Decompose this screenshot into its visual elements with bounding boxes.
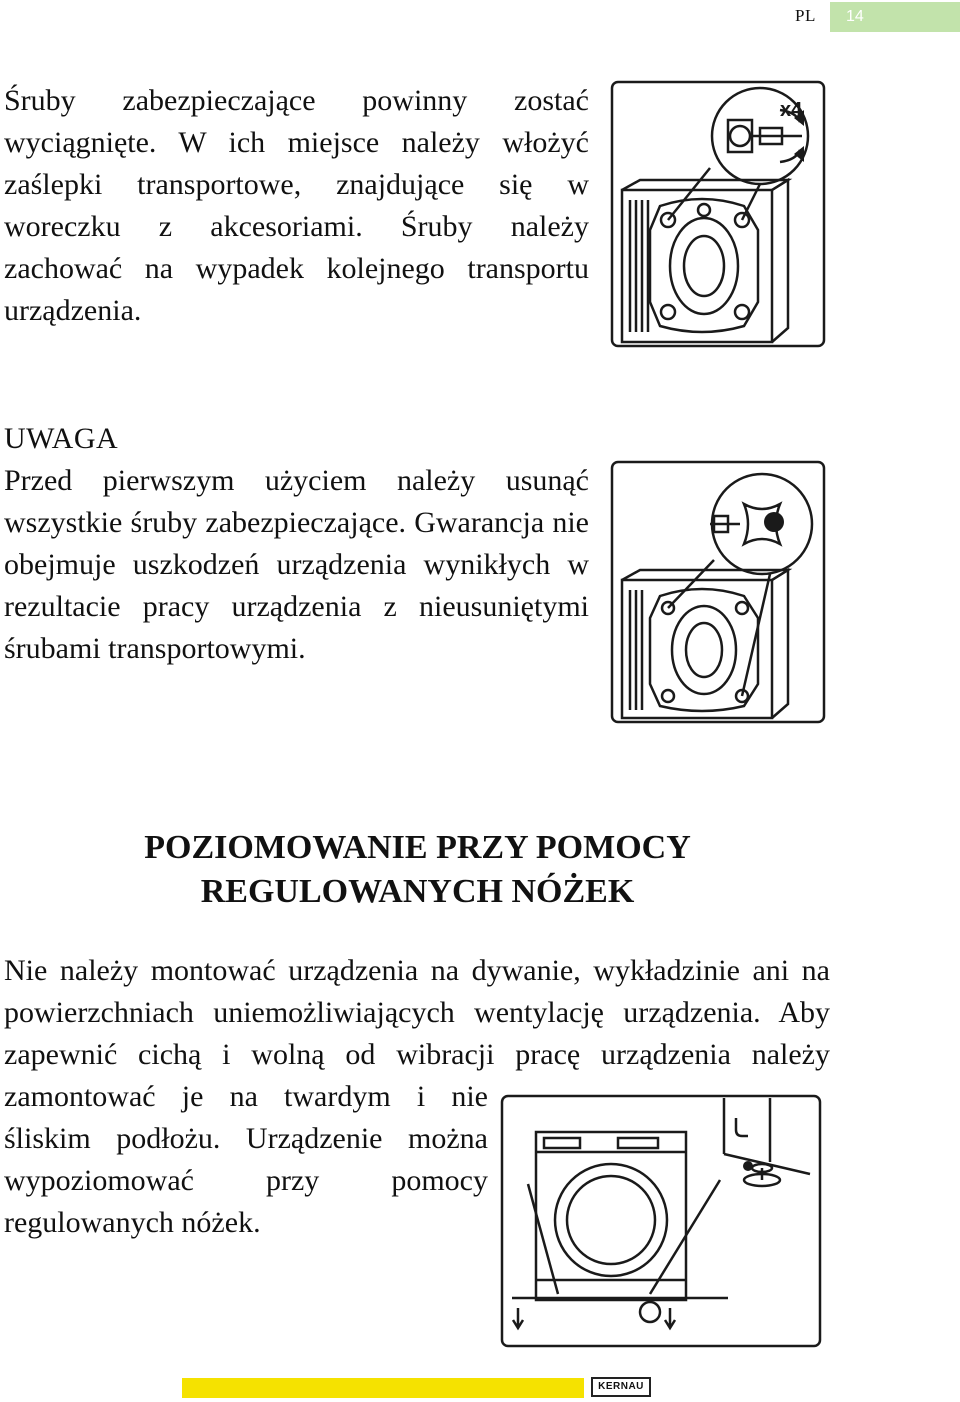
- transport-caps-illustration: [610, 460, 826, 724]
- language-label: PL: [795, 6, 816, 25]
- warning-text: Przed pierwszym użyciem należy usunąć wszystkie śruby zabezpieczające. Gwarancja nie obejmuje uszkodzeń urządzenia wynikłych w rezultacie pracy urządzenia z nieusuniętymi śrubami transportowymi.: [4, 464, 589, 665]
- bolts-removal-paragraph: Śruby zabezpieczające powinny zostać wyciągnięte. W ich miejsce należy włożyć zaślepki transportowe, znajdujące się w woreczku z akcesoriami. Śruby należy zachować na wypadek kolejnego transportu urządzenia.: [4, 84, 589, 327]
- footer-accent-bar: [182, 1378, 584, 1398]
- brand-logo: KERNAU: [591, 1377, 651, 1397]
- section-title-line-1: POZIOMOWANIE PRZY POMOCY: [144, 829, 691, 866]
- section-title: [0, 826, 835, 914]
- leveling-text: Nie należy montować urządzenia na dywanie, wykładzinie ani na powierzchniach uniemożliwiających wentylację urządzenia. Aby zapewnić cichą i wolną od wibracji pracę urządzenia należy zamontować je na twardym i nie śliskim podłożu. Urządzenie można wypoziomować przy pomocy regulowanych nóżek.: [4, 954, 830, 1239]
- quantity-label: x4: [780, 99, 803, 121]
- leveling-paragraph: [4, 950, 830, 1334]
- transport-bolts-removal-illustration: [610, 80, 826, 348]
- warning-heading: UWAGA: [4, 422, 119, 455]
- section-title-line-2: REGULOWANYCH NÓŻEK: [200, 873, 635, 910]
- warning-block: [4, 418, 589, 670]
- figure-spacer: [488, 1076, 830, 1334]
- page-number: 14: [830, 2, 960, 32]
